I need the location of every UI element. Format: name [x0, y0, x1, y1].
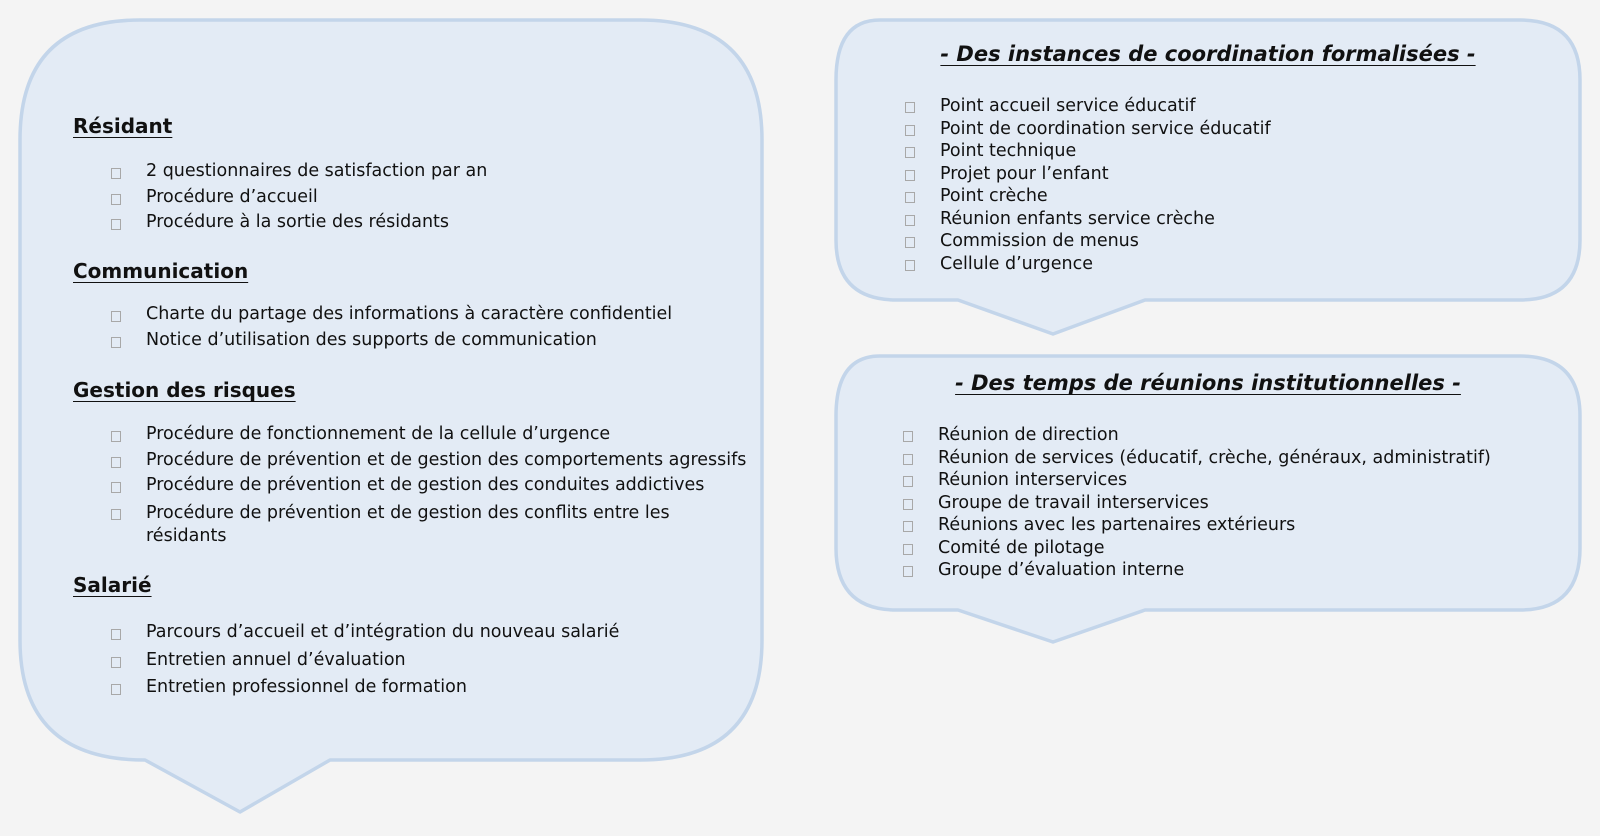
checkbox-icon	[903, 521, 913, 532]
meetings-title: - Des temps de réunions institutionnelles -	[955, 371, 1461, 395]
residant-list	[146, 161, 487, 238]
list-item: Réunion de services (éducatif, crèche, généraux, administratif)	[938, 448, 1491, 471]
checkbox-icon	[111, 482, 121, 493]
list-item: Entretien annuel d’évaluation	[146, 650, 619, 678]
list-item: Réunion enfants service crèche	[940, 209, 1271, 232]
section-title-salarie: Salarié	[73, 573, 152, 597]
checkbox-icon	[903, 454, 913, 465]
checkbox-icon	[905, 260, 915, 271]
list-item: Charte du partage des informations à caractère confidentiel	[146, 304, 672, 330]
list-item: Point de coordination service éducatif	[940, 119, 1271, 142]
list-item: Réunion de direction	[938, 425, 1491, 448]
checkbox-icon	[111, 337, 121, 348]
risk-management-list	[146, 424, 747, 549]
list-item: Procédure de prévention et de gestion des conduites addictives	[146, 475, 701, 501]
list-item: Entretien professionnel de formation	[146, 677, 619, 705]
checkbox-icon	[903, 499, 913, 510]
checkbox-icon	[905, 125, 915, 136]
checkbox-icon	[905, 192, 915, 203]
checkbox-icon	[905, 147, 915, 158]
list-item: Notice d’utilisation des supports de communication	[146, 330, 672, 356]
checkbox-icon	[111, 431, 121, 442]
list-item: Groupe de travail interservices	[938, 493, 1491, 516]
section-title-communication: Communication	[73, 259, 249, 283]
checkbox-icon	[903, 476, 913, 487]
coordination-title: - Des instances de coordination formalisées -	[940, 42, 1476, 66]
list-item: Point technique	[940, 141, 1271, 164]
meetings-panel	[836, 356, 1580, 610]
checkbox-icon	[111, 219, 121, 230]
checkbox-icon	[905, 215, 915, 226]
checkbox-icon	[903, 544, 913, 555]
list-item: Réunion interservices	[938, 470, 1491, 493]
section-title-gestion-des-risques: Gestion des risques	[73, 378, 296, 402]
checkbox-icon	[905, 237, 915, 248]
checkbox-icon	[903, 431, 913, 442]
list-item: Point accueil service éducatif	[940, 96, 1271, 119]
list-item: Commission de menus	[940, 231, 1271, 254]
section-title-residant: Résidant	[73, 114, 173, 138]
list-item: Procédure de prévention et de gestion des conflits entre les résidants	[146, 502, 701, 549]
checkbox-icon	[905, 170, 915, 181]
coordination-panel	[836, 20, 1580, 300]
checkbox-icon	[111, 509, 121, 520]
list-item: Cellule d’urgence	[940, 254, 1271, 277]
checkbox-icon	[111, 168, 121, 179]
meetings-list	[938, 425, 1491, 583]
list-item: Point crèche	[940, 186, 1271, 209]
checkbox-icon	[111, 657, 121, 668]
list-item: Procédure de prévention et de gestion des comportements agressifs	[146, 450, 701, 476]
checkbox-icon	[903, 566, 913, 577]
checkbox-icon	[905, 102, 915, 113]
list-item: Parcours d’accueil et d’intégration du nouveau salarié	[146, 622, 619, 650]
checkbox-icon	[111, 629, 121, 640]
list-item: Procédure à la sortie des résidants	[146, 212, 487, 238]
list-item: 2 questionnaires de satisfaction par an	[146, 161, 487, 187]
list-item: Groupe d’évaluation interne	[938, 560, 1491, 583]
list-item: Comité de pilotage	[938, 538, 1491, 561]
checkbox-icon	[111, 311, 121, 322]
communication-list	[146, 304, 672, 355]
list-item: Procédure d’accueil	[146, 187, 487, 213]
left-panel	[0, 0, 780, 820]
checkbox-icon	[111, 194, 121, 205]
salarie-list	[146, 622, 619, 705]
coordination-list	[940, 96, 1271, 276]
checkbox-icon	[111, 684, 121, 695]
list-item: Projet pour l’enfant	[940, 164, 1271, 187]
list-item: Procédure de fonctionnement de la cellule d’urgence	[146, 424, 701, 450]
list-item: Réunions avec les partenaires extérieurs	[938, 515, 1491, 538]
checkbox-icon	[111, 457, 121, 468]
